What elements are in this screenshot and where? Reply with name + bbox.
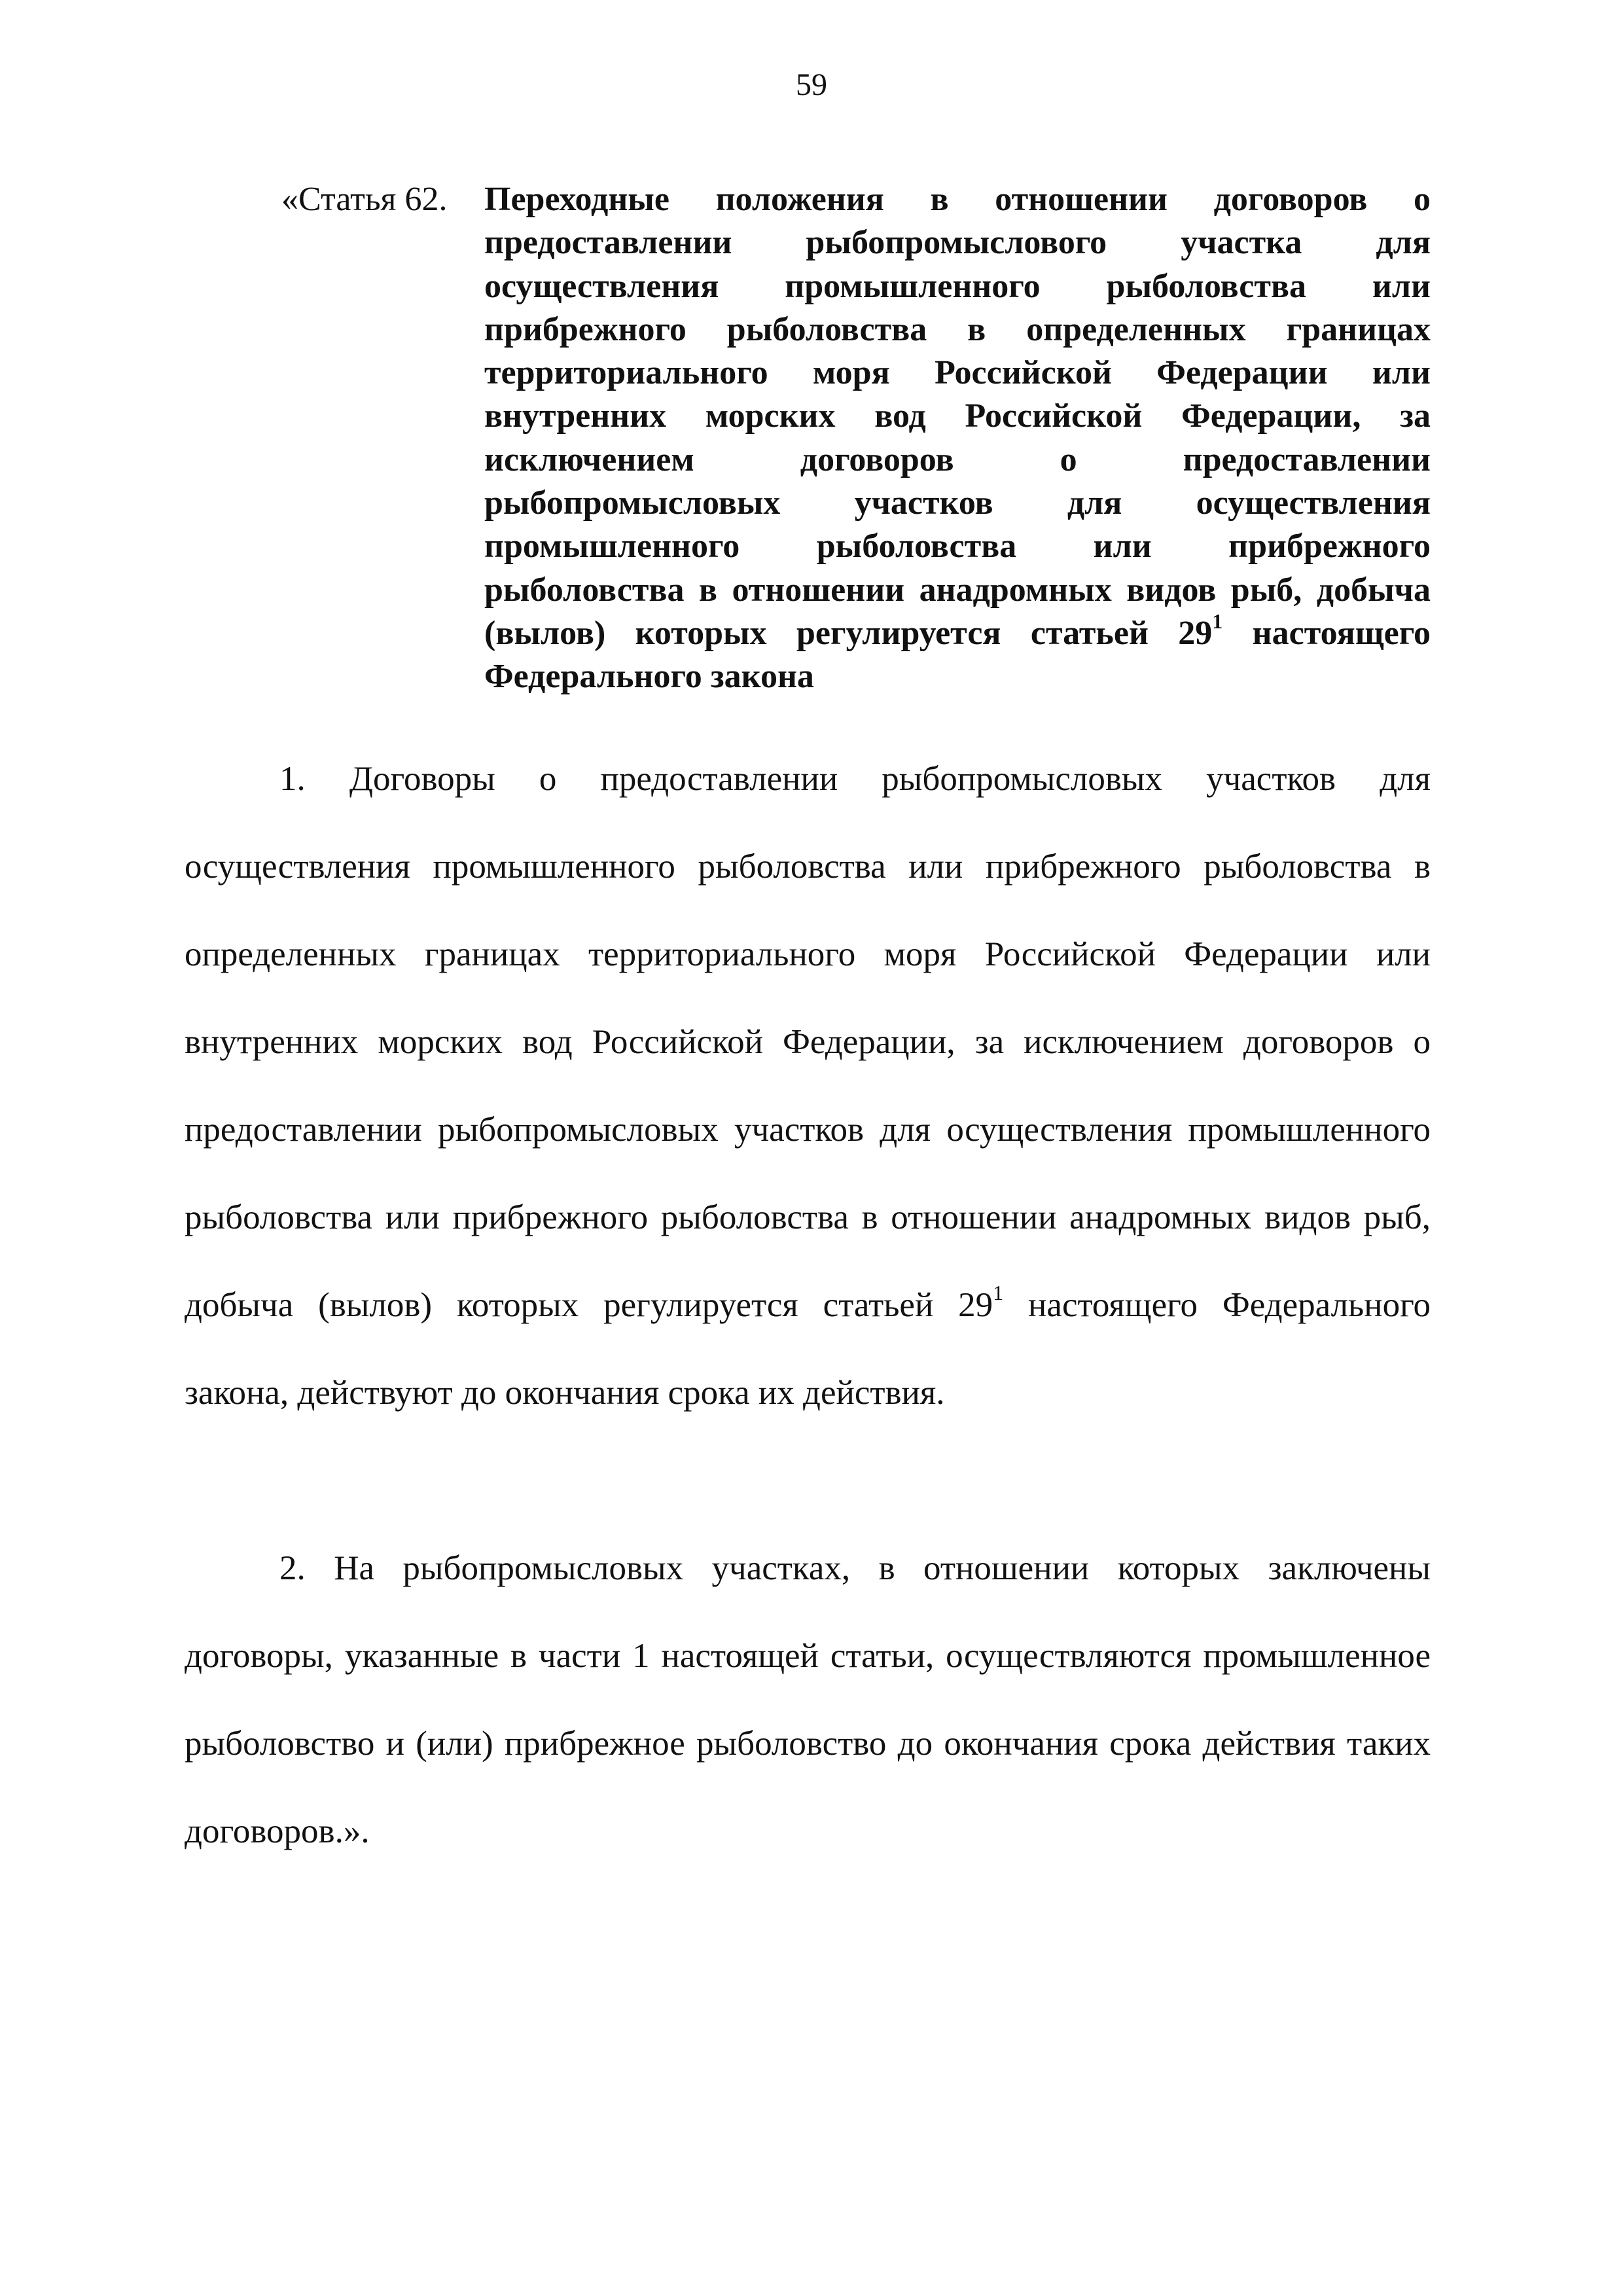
article-prefix: «Статья 62.	[281, 181, 448, 218]
paragraph-1-text-before: 1. Договоры о предоставлении рыбопромысловых участков для осуществления промышленного рыболовства или прибрежного рыболовства в определенных границах территориального моря Российской Федерации или внутренних морских вод Российской Федерации, за исключением договоров о предоставлении рыбопромысловых участков для осуществления промышленного рыболовства или прибрежного рыболовства в отношении анадромных видов рыб, добыча (вылов) которых регулируется статьей 29	[185, 760, 1431, 1324]
article-title	[484, 178, 1431, 699]
paragraph-1-superscript: 1	[993, 1281, 1004, 1305]
article-title-end: настоящего Федерального закона	[484, 614, 1431, 696]
article-heading	[281, 178, 1431, 699]
article-title-text: Переходные положения в отношении договоров о предоставлении рыбопромыслового участка для осуществления промышленного рыболовства или прибрежного рыболовства в определенных границах территориального моря Российской Федерации или внутренних морских вод Российской Федерации, за исключением договоров о предоставлении рыбопромысловых участков для осуществления промышленного рыболовства или прибрежного рыболовства в отношении анадромных видов рыб, добыча (вылов) которых регулируется статьей 29	[484, 181, 1431, 652]
paragraph-1	[185, 735, 1431, 1437]
paragraph-2: 2. На рыбопромысловых участках, в отношении которых заключены договоры, указанные в части 1 настоящей статьи, осуществляются промышленное рыболовство и (или) прибрежное рыболовство до окончания срока действия таких договоров.».	[185, 1549, 1431, 1850]
paragraph-1-text-after: настоящего Федерального закона, действуют до окончания срока их действия.	[185, 1286, 1431, 1412]
page-number: 59	[796, 67, 827, 102]
article-title-superscript: 1	[1212, 609, 1223, 633]
